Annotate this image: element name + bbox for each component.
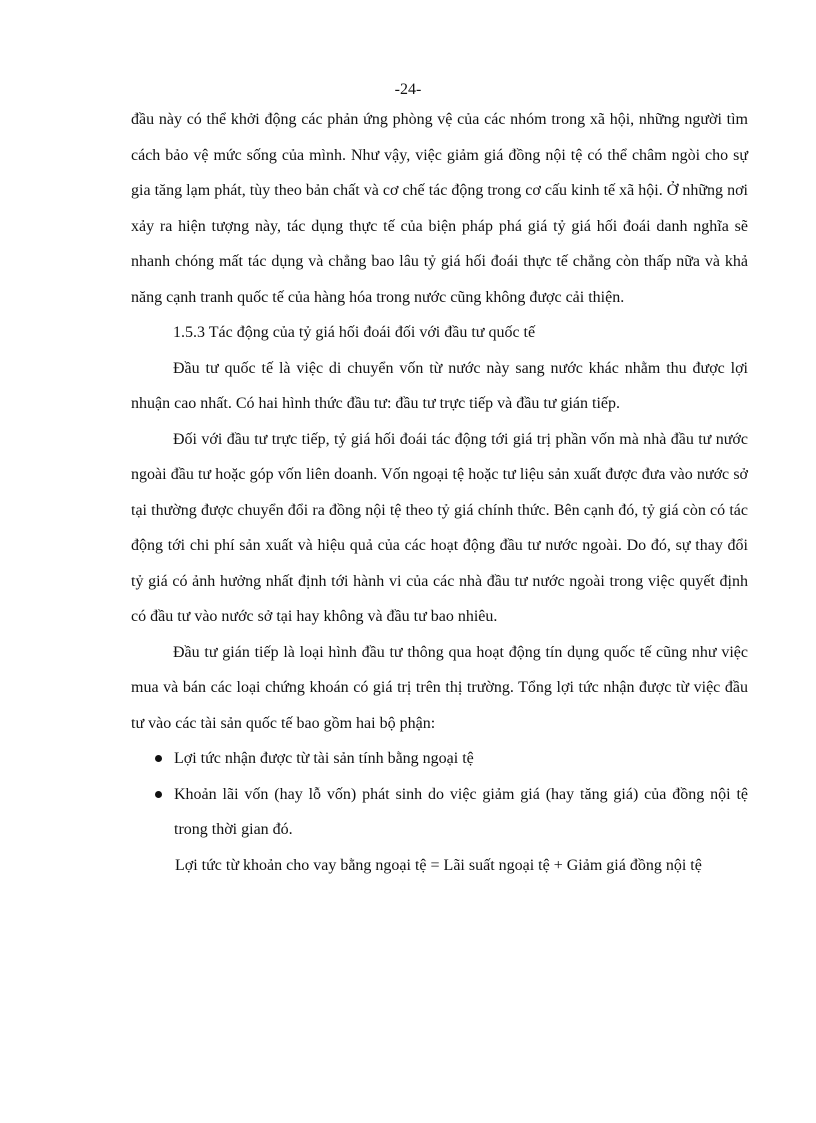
list-item xyxy=(131,741,748,777)
document-body xyxy=(131,102,748,883)
list-item xyxy=(131,777,748,848)
paragraph-direct-investment: Đối với đầu tư trực tiếp, tỷ giá hối đoái tác động tới giá trị phần vốn mà nhà đầu tư nước ngoài đầu tư hoặc góp vốn liên doanh. Vốn ngoại tệ hoặc tư liệu sản xuất được đưa vào nước sở tại thường được chuyển đổi ra đồng nội tệ theo tỷ giá chính thức. Bên cạnh đó, tỷ giá còn có tác động tới chi phí sản xuất và hiệu quả của các hoạt động đầu tư nước ngoài. Do đó, sự thay đổi tỷ giá có ảnh hưởng nhất định tới hành vi của các nhà đầu tư nước ngoài trong việc quyết định có đầu tư vào nước sở tại hay không và đầu tư bao nhiêu. xyxy=(131,430,748,625)
bullet-list xyxy=(131,741,748,848)
page-number: -24- xyxy=(394,81,422,98)
bullet-icon xyxy=(155,791,162,798)
bullet-icon xyxy=(155,755,162,762)
list-item-text: Lợi tức nhận được từ tài sản tính bằng ngoại tệ xyxy=(174,750,474,767)
section-heading: 1.5.3 Tác động của tỷ giá hối đoái đối với đầu tư quốc tế xyxy=(173,324,536,341)
list-item-text: Khoản lãi vốn (hay lỗ vốn) phát sinh do việc giảm giá (hay tăng giá) của đồng nội tệ trong thời gian đó. xyxy=(174,785,748,838)
formula-text: Lợi tức từ khoản cho vay bằng ngoại tệ = Lãi suất ngoại tệ + Giảm giá đồng nội tệ xyxy=(175,856,702,874)
paragraph-inflation: đầu này có thể khởi động các phản ứng phòng vệ của các nhóm trong xã hội, những người tìm cách bảo vệ mức sống của mình. Như vậy, việc giảm giá đồng nội tệ có thể châm ngòi cho sự gia tăng lạm phát, tùy theo bản chất và cơ chế tác động trong cơ cấu kinh tế xã hội. Ở những nơi xảy ra hiện tượng này, tác dụng thực tế của biện pháp phá giá tỷ giá hối đoái danh nghĩa sẽ nhanh chóng mất tác dụng và chẳng bao lâu tỷ giá hối đoái thực tế chẳng còn thấp nữa và khả năng cạnh tranh quốc tế của hàng hóa trong nước cũng không được cải thiện. xyxy=(131,111,748,306)
paragraph-indirect-investment: Đầu tư gián tiếp là loại hình đầu tư thông qua hoạt động tín dụng quốc tế cũng như việc mua và bán các loại chứng khoán có giá trị trên thị trường. Tổng lợi tức nhận được từ việc đầu tư vào các tài sản quốc tế bao gồm hai bộ phận: xyxy=(131,643,748,732)
paragraph-international-investment: Đầu tư quốc tế là việc di chuyển vốn từ nước này sang nước khác nhằm thu được lợi nhuận cao nhất. Có hai hình thức đầu tư: đầu tư trực tiếp và đầu tư gián tiếp. xyxy=(131,359,748,412)
